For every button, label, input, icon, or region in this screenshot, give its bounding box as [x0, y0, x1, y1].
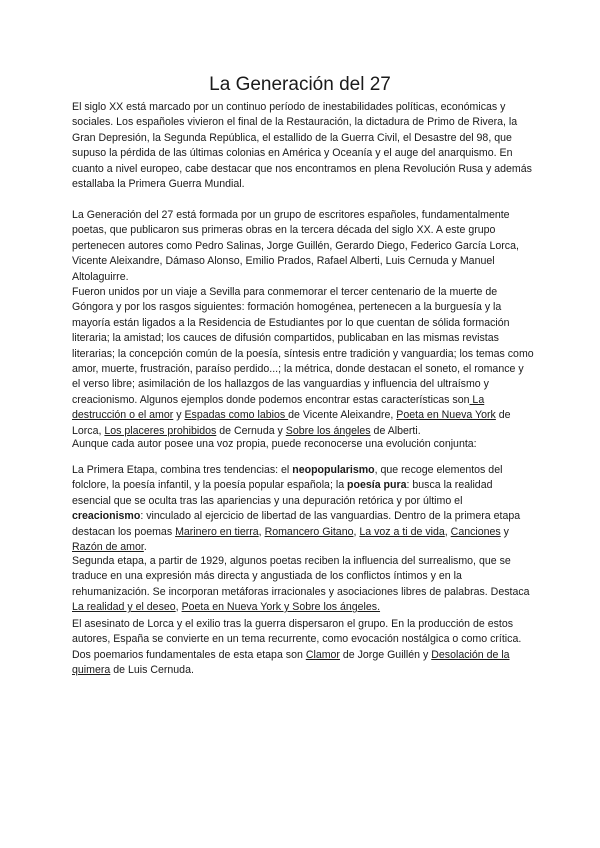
text-run: : vinculado al ejercicio de libertad de las vanguardias. Dentro de la primera etapa destacan los poemas: [72, 510, 521, 538]
text-run: El asesinato de Lorca y el exilio tras la guerra dispersaron el grupo. En la producción de estos autores, España se convierte en un tema recurrente, como evocación nostálgica o como crítica. Dos poemarios fundamentales de esta etapa son: [72, 618, 522, 661]
text-run: de Lorca,: [72, 409, 511, 437]
document-title: La Generación del 27: [209, 74, 391, 95]
text-run: ,: [444, 525, 451, 538]
paragraph-generation-members: La Generación del 27 está formada por un grupo de escritores españoles, fundamentalmente poetas, que publicaron sus primeras obras en la tercera década del siglo XX. A este grupo pertenecen autores como Pedro Salinas, Jorge Guillén, Gerardo Diego, Federico García Lorca, Vicente Aleixandre, Dámaso Alonso, Emilio Prados, Rafael Alberti, Luis Cernuda y Manuel Altolaguirre.: [72, 209, 519, 283]
text-run: de Vicente Aleixandre,: [288, 409, 397, 422]
term-neopopularismo: neopopularismo: [292, 464, 375, 476]
work-title-poeta-en-nueva-york-sobre-los-angeles: Poeta en Nueva York y Sobre los ángeles.: [181, 601, 381, 614]
text-run: Segunda etapa, a partir de 1929, algunos poetas reciben la influencia del surrealismo, que se traduce en una expresión más directa y angustiada de los conflictos íntimos y en la rehumanización. Se incorporan metáforas irracionales y asociaciones libres de palabras. Destaca: [72, 555, 530, 598]
work-title-canciones: Canciones: [450, 525, 501, 538]
paragraph-characteristics: [72, 285, 534, 439]
term-creacionismo: creacionismo: [72, 510, 141, 523]
work-title-la-realidad-y-el-deseo: La realidad y el deseo: [72, 601, 176, 614]
paragraph-first-stage: [72, 463, 534, 555]
paragraph-second-stage: [72, 554, 534, 616]
paragraph-third-stage: [72, 617, 534, 679]
work-title-la-destruccion-o-el-amor: La destrucción o el amor: [72, 393, 485, 422]
text-run: ,: [258, 525, 265, 538]
text-run: y: [500, 525, 509, 538]
text-run: , que recoge elementos del folclore, la poesía infantil, y la poesía popular española; la: [72, 464, 503, 492]
text-run: : busca la realidad esencial que se oculta tras las apariencias y una depuración retórica y por último el: [72, 479, 493, 507]
work-title-la-voz-a-ti-debida: La voz a ti de vida: [359, 525, 445, 538]
text-run: de Cernuda y: [216, 424, 286, 437]
text-run: .: [143, 541, 147, 554]
text-run: y: [173, 409, 185, 422]
work-title-razon-de-amor: Razón de amor: [72, 541, 144, 554]
work-title-clamor: Clamor: [305, 648, 340, 661]
work-title-sobre-los-angeles: Sobre los ángeles: [285, 424, 371, 437]
term-poesia-pura: poesía pura: [347, 479, 407, 492]
paragraph-evolution-intro: Aunque cada autor posee una voz propia, puede reconocerse una evolución conjunta:: [72, 438, 477, 450]
work-title-romancero-gitano: Romancero Gitano: [264, 525, 354, 538]
work-title-espadas-como-labios: Espadas como labios: [184, 409, 289, 422]
text-run: de Luis Cernuda.: [110, 664, 194, 677]
work-title-marinero-en-tierra: Marinero en tierra: [175, 525, 259, 538]
work-title-poeta-en-nueva-york: Poeta en Nueva York: [396, 409, 496, 422]
work-title-los-placeres-prohibidos: Los placeres prohibidos: [104, 424, 217, 437]
text-run: La Primera Etapa, combina tres tendencias: el: [72, 464, 293, 476]
text-run: ,: [175, 601, 182, 614]
text-run: de Jorge Guillén y: [339, 648, 432, 661]
text-run: Fueron unidos por un viaje a Sevilla para conmemorar el tercer centenario de la muerte de Góngora y por los rasgos siguientes: formación homogénea, pertenecen a la burguesía y la mayoría están ligados a la Residencia de Estudiantes por lo que cuentan de sólida formación literaria; la amistad; los cauces de difusión compartidos, publicaban en las mismas revistas literarias; la concepción común de la poesía, síntesis entre tradición y vanguardia; los temas como amor, muerte, frustración, paraíso perdido...; la métrica, donde destacan el soneto, el romance y el verso libre; asimilación de los hallazgos de las vanguardias y influencia del ultraísmo y creacionismo. Algunos ejemplos donde podemos encontrar estas características son: [72, 286, 534, 406]
work-title-desolacion-de-la-quimera: Desolación de la quimera: [72, 648, 510, 677]
text-run: ,: [353, 525, 360, 538]
text-run: de Alberti.: [370, 424, 421, 437]
paragraph-historical-context: El siglo XX está marcado por un continuo período de inestabilidades políticas, económicas y sociales. Los españoles vivieron el final de la Restauración, la dictadura de Primo de Rivera, la Gran Depresión, la Segunda República, el estallido de la Guerra Civil, el Desastre del 98, que supuso la pérdida de las últimas colonias en América y Oceanía y el auge del anarquismo. En cuanto a nivel europeo, cabe destacar que nos encontramos en plena Revolución Rusa y además estallaba la Primera Guerra Mundial.: [72, 101, 532, 191]
